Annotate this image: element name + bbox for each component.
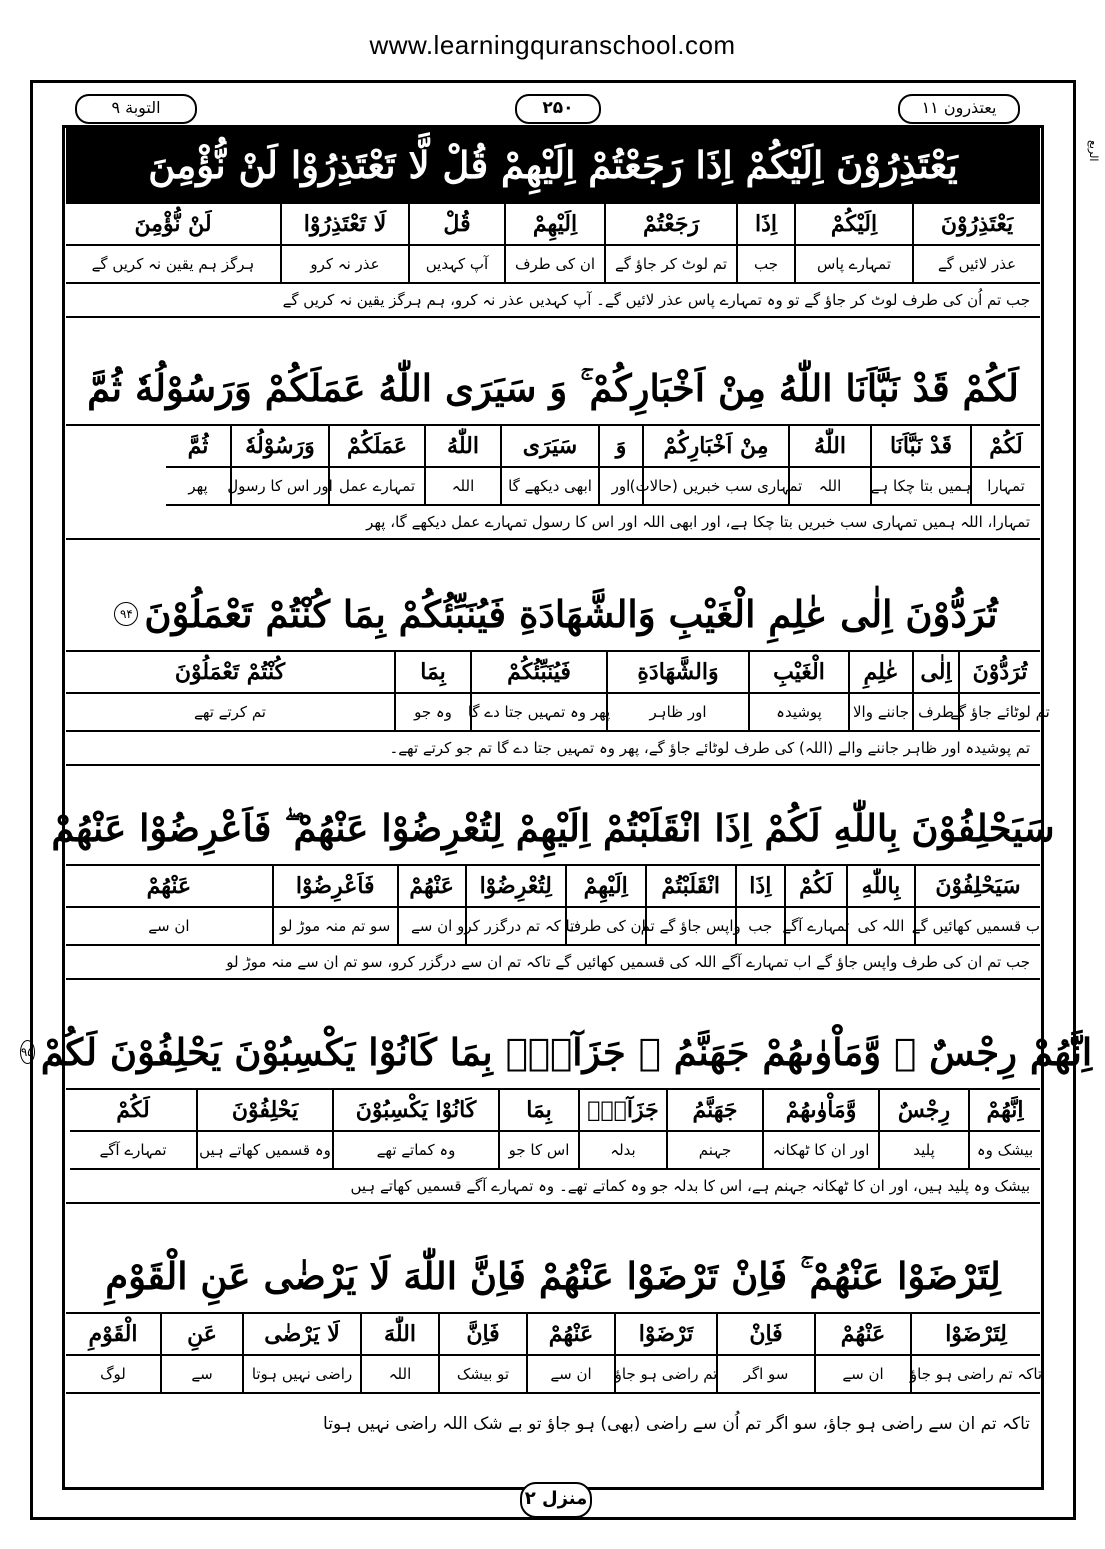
page-number: ۲۵۰ — [515, 94, 601, 124]
arabic-word: الْغَيْبِ — [750, 652, 848, 694]
urdu-meaning: تاکہ تم راضی ہو جاؤ — [912, 1356, 1040, 1394]
ayah-text — [51, 792, 1055, 864]
arabic-word: اللّٰهَ — [362, 1314, 438, 1356]
word-column — [280, 204, 408, 284]
urdu-meaning: سے — [162, 1356, 242, 1394]
arabic-word: قَدْ نَبَّاَنَا — [872, 426, 970, 468]
urdu-meaning: آپ کہدیں — [410, 246, 504, 284]
word-column — [604, 204, 736, 284]
word-column — [666, 1090, 762, 1170]
arabic-word: لِتُعْرِضُوْا — [467, 866, 565, 908]
arabic-word: اِذَا — [738, 204, 794, 246]
ayah-arabic: لِتَرْضَوْا عَنْهُمْ ۚ فَاِنْ تَرْضَوْا عَنْهُمْ فَاِنَّ اللّٰهَ لَا يَرْضٰى عَنِ الْقَوْمِ — [105, 1253, 1001, 1298]
word-column — [504, 204, 604, 284]
ayah-section — [66, 352, 1040, 540]
urdu-meaning: ان سے — [528, 1356, 614, 1394]
manzil-label: منزل ۲ — [520, 1482, 592, 1518]
arabic-word: سَيَرَى — [502, 426, 598, 468]
urdu-meaning: اس کا جو — [500, 1132, 578, 1170]
urdu-meaning: وہ قسمیں کھاتے ہیں — [198, 1132, 332, 1170]
word-column — [736, 204, 794, 284]
word-column — [408, 204, 504, 284]
urdu-translation: جب تم ان کی طرف واپس جاؤ گے اب تمہارے آگے اللہ کی قسمیں کھائیں گے تاکہ تم ان سے درگزر کرو، سو تم ان سے منہ موڑ لو — [66, 946, 1040, 980]
word-column — [272, 866, 397, 946]
word-column — [909, 1314, 1043, 1394]
urdu-meaning: تمہارے آگے — [786, 908, 846, 946]
urdu-meaning: تا کہ تم درگزر کرو — [467, 908, 565, 946]
arabic-word: جَزَآءًۢ — [580, 1090, 666, 1132]
urdu-meaning: طرف — [914, 694, 958, 732]
juz-label: یعتذرون ۱۱ — [898, 94, 1020, 124]
arabic-word: عَنِ — [162, 1314, 242, 1356]
urdu-meaning: جہنم — [668, 1132, 762, 1170]
arabic-word: يَحْلِفُوْنَ — [198, 1090, 332, 1132]
urdu-meaning: ان سے — [399, 908, 465, 946]
word-column — [332, 1090, 498, 1170]
word-column — [457, 866, 575, 946]
ayah-number-marker: ۹۴ — [114, 602, 138, 626]
urdu-meaning: بدلہ — [580, 1132, 666, 1170]
urdu-meaning: اب قسمیں کھائیں گے — [916, 908, 1040, 946]
arabic-word: عَنْهُمْ — [66, 866, 272, 908]
urdu-translation: تم پوشیدہ اور ظاہر جاننے والے (اللہ) کی طرف لوٹائے جاؤ گے، پھر وہ تمہیں جتا دے گا تم جو کرتے تھے۔ — [66, 732, 1040, 766]
urdu-meaning: اور اس کا رسول — [232, 468, 328, 506]
urdu-translation: تمہارا، اللہ ہمیں تمہاری سب خبریں بتا چکا ہے، اور ابھی اللہ اور اس کا رسول تمہارے عمل دیکھے گا، پھر — [66, 506, 1040, 540]
urdu-meaning: پھر وہ تمہیں جتا دے گا — [472, 694, 606, 732]
urdu-meaning: تو بیشک — [440, 1356, 526, 1394]
word-column — [70, 1090, 196, 1170]
urdu-meaning: اور — [600, 468, 642, 506]
urdu-meaning: عذر لائیں گے — [914, 246, 1040, 284]
word-column — [526, 1314, 614, 1394]
ayah-arabic: تُرَدُّوْنَ اِلٰى عٰلِمِ الْغَيْبِ وَالشَّهَادَةِ فَيُنَبِّئُكُمْ بِمَا كُنْتُمْ تَعْمَلُوْنَ — [144, 592, 998, 636]
arabic-word: عَنْهُمْ — [399, 866, 465, 908]
arabic-word: فَاِنَّ — [440, 1314, 526, 1356]
urdu-meaning: پھر — [166, 468, 230, 506]
word-column — [970, 426, 1040, 506]
ayah-arabic: اِنَّهُمْ رِجْسٌ ۫ وَّمَاْوٰىهُمْ جَهَنَّمُ ۚ جَزَآءًۢ بِمَا كَانُوْا يَكْسِبُوْنَ يَحْلِفُوْنَ لَكُمْ — [40, 1030, 1093, 1074]
ayah-arabic: لَكُمْ قَدْ نَبَّاَنَا اللّٰهُ مِنْ اَخْبَارِكُمْ ۚ وَ سَيَرَى اللّٰهُ عَمَلَكُمْ وَرَسُوْلُهٗ ثُمَّ — [87, 365, 1019, 410]
urdu-meaning: وہ کماتے تھے — [334, 1132, 498, 1170]
word-column — [242, 1314, 360, 1394]
arabic-word: يَعْتَذِرُوْنَ — [914, 204, 1040, 246]
urdu-meaning: ان سے — [66, 908, 272, 946]
word-column — [788, 426, 870, 506]
ayah-arabic: يَعْتَذِرُوْنَ اِلَيْكُمْ اِذَا رَجَعْتُمْ اِلَيْهِمْ قُلْ لَّا تَعْتَذِرُوْا لَنْ نُّؤْمِنَ — [148, 143, 958, 187]
urdu-meaning: لوگ — [66, 1356, 160, 1394]
arabic-word: تُرَدُّوْنَ — [960, 652, 1040, 694]
site-url: www.learningquranschool.com — [369, 30, 736, 60]
arabic-word: تَرْضَوْا — [616, 1314, 716, 1356]
arabic-word: وَرَسُوْلُهٗ — [232, 426, 328, 468]
urdu-meaning: سو تم منہ موڑ لو — [274, 908, 397, 946]
word-by-word-grid — [66, 424, 1040, 506]
word-column — [794, 204, 912, 284]
urdu-meaning: اللہ — [362, 1356, 438, 1394]
urdu-meaning: ان سے — [816, 1356, 910, 1394]
urdu-meaning: تمہارے پاس — [796, 246, 912, 284]
urdu-meaning: تمہارا — [972, 468, 1040, 506]
ayah-text — [20, 1016, 1093, 1088]
urdu-meaning: بیشک وہ — [970, 1132, 1040, 1170]
ayah-text — [66, 128, 1040, 202]
arabic-word: لِتَرْضَوْا — [912, 1314, 1040, 1356]
word-column — [912, 204, 1040, 284]
word-column — [640, 866, 741, 946]
word-by-word-grid — [66, 864, 1045, 946]
urdu-meaning: ہرگز ہم یقین نہ کریں گے — [66, 246, 280, 284]
arabic-word: قُلْ — [410, 204, 504, 246]
arabic-word: فَاِنْ — [718, 1314, 814, 1356]
word-column — [911, 866, 1045, 946]
arabic-word: وَ — [600, 426, 642, 468]
arabic-word: اللّٰهُ — [790, 426, 870, 468]
arabic-word: اللّٰهُ — [426, 426, 500, 468]
arabic-word: لَنْ نُّؤْمِنَ — [66, 204, 280, 246]
arabic-word: اِلَيْهِمْ — [506, 204, 604, 246]
urdu-meaning: تم راضی ہو جاؤ — [616, 1356, 716, 1394]
urdu-meaning: پلید — [880, 1132, 968, 1170]
arabic-word: سَيَحْلِفُوْنَ — [916, 866, 1040, 908]
arabic-word: كَانُوْا يَكْسِبُوْنَ — [334, 1090, 498, 1132]
word-column — [500, 426, 598, 506]
word-column — [606, 652, 748, 732]
word-column — [716, 1314, 814, 1394]
arabic-word: عَنْهُمْ — [816, 1314, 910, 1356]
urdu-meaning: پوشیدہ — [750, 694, 848, 732]
rub-marker: الربع — [1087, 140, 1100, 162]
word-column — [438, 1314, 526, 1394]
arabic-word: رِجْسٌ — [880, 1090, 968, 1132]
urdu-meaning: اللہ کی — [848, 908, 914, 946]
word-column — [870, 426, 970, 506]
ayah-text — [66, 352, 1040, 424]
word-column — [578, 1090, 666, 1170]
urdu-meaning: ابھی دیکھے گا — [502, 468, 598, 506]
ayah-arabic: سَيَحْلِفُوْنَ بِاللّٰهِ لَكُمْ اِذَا انْقَلَبْتُمْ اِلَيْهِمْ لِتُعْرِضُوْا عَنْهُمْ ۖ فَاَعْرِضُوْا عَنْهُمْ — [51, 805, 1055, 850]
urdu-meaning: جاننے والا — [850, 694, 912, 732]
arabic-word: رَجَعْتُمْ — [606, 204, 736, 246]
arabic-word: كُنْتُمْ تَعْمَلُوْنَ — [66, 652, 394, 694]
urdu-meaning: جب — [738, 246, 794, 284]
arabic-word: وَّمَاْوٰىهُمْ — [764, 1090, 878, 1132]
word-column — [782, 866, 850, 946]
arabic-word: اِذَا — [737, 866, 784, 908]
arabic-word: لَكُمْ — [786, 866, 846, 908]
word-column — [629, 426, 803, 506]
urdu-meaning: تمہاری سب خبریں (حالات) — [644, 468, 788, 506]
ayah-text — [66, 578, 1040, 650]
urdu-meaning: اللہ — [426, 468, 500, 506]
arabic-word: عَنْهُمْ — [528, 1314, 614, 1356]
arabic-word: الْقَوْمِ — [66, 1314, 160, 1356]
word-column — [846, 866, 914, 946]
word-column — [360, 1314, 438, 1394]
arabic-word: مِنْ اَخْبَارِكُمْ — [644, 426, 788, 468]
urdu-meaning: عذر نہ کرو — [282, 246, 408, 284]
word-by-word-grid — [66, 202, 1040, 284]
word-column — [467, 652, 611, 732]
arabic-word: عٰلِمِ — [850, 652, 912, 694]
word-column — [565, 866, 645, 946]
arabic-word: لَكُمْ — [70, 1090, 196, 1132]
arabic-word: اِلَيْكُمْ — [796, 204, 912, 246]
word-column — [397, 866, 465, 946]
word-column — [328, 426, 424, 506]
ayah-number-marker: ۹۵ — [20, 1040, 35, 1064]
ayah-section — [51, 792, 1055, 980]
word-column — [166, 426, 230, 506]
urdu-meaning: تم کرتے تھے — [66, 694, 394, 732]
ayah-section — [66, 1240, 1043, 1454]
urdu-meaning: وہ جو — [396, 694, 470, 732]
arabic-word: جَهَنَّمُ — [668, 1090, 762, 1132]
ayah-text — [66, 1240, 1040, 1312]
word-column — [66, 1314, 160, 1394]
word-column — [66, 866, 272, 946]
arabic-word: انْقَلَبْتُمْ — [647, 866, 735, 908]
arabic-word: فَاَعْرِضُوْا — [274, 866, 397, 908]
word-column — [748, 652, 848, 732]
word-column — [160, 1314, 242, 1394]
urdu-meaning: اللہ — [790, 468, 870, 506]
word-column — [66, 204, 280, 284]
urdu-meaning: جب — [737, 908, 784, 946]
arabic-word: اِلَيْهِمْ — [567, 866, 645, 908]
arabic-word: بِمَا — [396, 652, 470, 694]
arabic-word: لَا يَرْضٰى — [244, 1314, 360, 1356]
urdu-translation: جب تم اُن کی طرف لوٹ کر جاؤ گے تو وہ تمہارے پاس عذر لائیں گے۔ آپ کہدیں عذر نہ کرو، ہم ہرگز یقین نہ کریں گے — [66, 284, 1040, 318]
word-column — [968, 1090, 1040, 1170]
urdu-meaning: تمہارے عمل — [330, 468, 424, 506]
word-column — [196, 1090, 332, 1170]
arabic-word: بِاللّٰهِ — [848, 866, 914, 908]
urdu-meaning: راضی نہیں ہوتا — [244, 1356, 360, 1394]
arabic-word: عَمَلَكُمْ — [330, 426, 424, 468]
word-column — [848, 652, 912, 732]
word-column — [498, 1090, 578, 1170]
arabic-word: لَا تَعْتَذِرُوْا — [282, 204, 408, 246]
word-column — [878, 1090, 968, 1170]
ayah-section — [66, 578, 1050, 766]
word-column — [814, 1314, 910, 1394]
word-column — [394, 652, 470, 732]
urdu-translation: بیشک وہ پلید ہیں، اور ان کا ٹھکانہ جہنم ہے، اس کا بدلہ جو وہ کماتے تھے۔ وہ تمہارے آگے قسمیں کھاتے ہیں — [66, 1170, 1040, 1204]
ayah-section — [20, 1016, 1093, 1204]
arabic-word: فَيُنَبِّئُكُمْ — [472, 652, 606, 694]
arabic-word: اِنَّهُمْ — [970, 1090, 1040, 1132]
urdu-meaning: ہمیں بتا چکا ہے — [872, 468, 970, 506]
word-by-word-grid — [66, 1088, 1040, 1170]
urdu-meaning: سو اگر — [718, 1356, 814, 1394]
urdu-meaning: واپس جاؤ گے تم — [647, 908, 735, 946]
word-column — [614, 1314, 716, 1394]
arabic-word: اِلٰى — [914, 652, 958, 694]
word-by-word-grid — [66, 650, 1050, 732]
urdu-meaning: اور ظاہر — [608, 694, 748, 732]
word-by-word-grid — [66, 1312, 1043, 1394]
urdu-meaning: ان کی طرف — [567, 908, 645, 946]
word-column — [424, 426, 500, 506]
arabic-word: ثُمَّ — [166, 426, 230, 468]
urdu-meaning: اور ان کا ٹھکانہ — [764, 1132, 878, 1170]
word-column — [66, 652, 394, 732]
surah-label: التوبة ۹ — [75, 94, 197, 124]
urdu-translation: تاکہ تم ان سے راضی ہو جاؤ، سو اگر تم اُن سے راضی (بھی) ہو جاؤ تو بے شک اللہ راضی نہیں ہوتا — [323, 1414, 1030, 1434]
word-column — [227, 426, 333, 506]
word-column — [735, 866, 784, 946]
urdu-meaning: تمہارے آگے — [70, 1132, 196, 1170]
urdu-meaning: تم لوٹائے جاؤ گے — [960, 694, 1040, 732]
urdu-meaning: ان کی طرف — [506, 246, 604, 284]
ayah-section — [66, 128, 1040, 318]
word-column — [950, 652, 1050, 732]
arabic-word: وَالشَّهَادَةِ — [608, 652, 748, 694]
word-column — [762, 1090, 878, 1170]
urdu-meaning: تم لوٹ کر جاؤ گے — [606, 246, 736, 284]
arabic-word: لَكُمْ — [972, 426, 1040, 468]
arabic-word: بِمَا — [500, 1090, 578, 1132]
